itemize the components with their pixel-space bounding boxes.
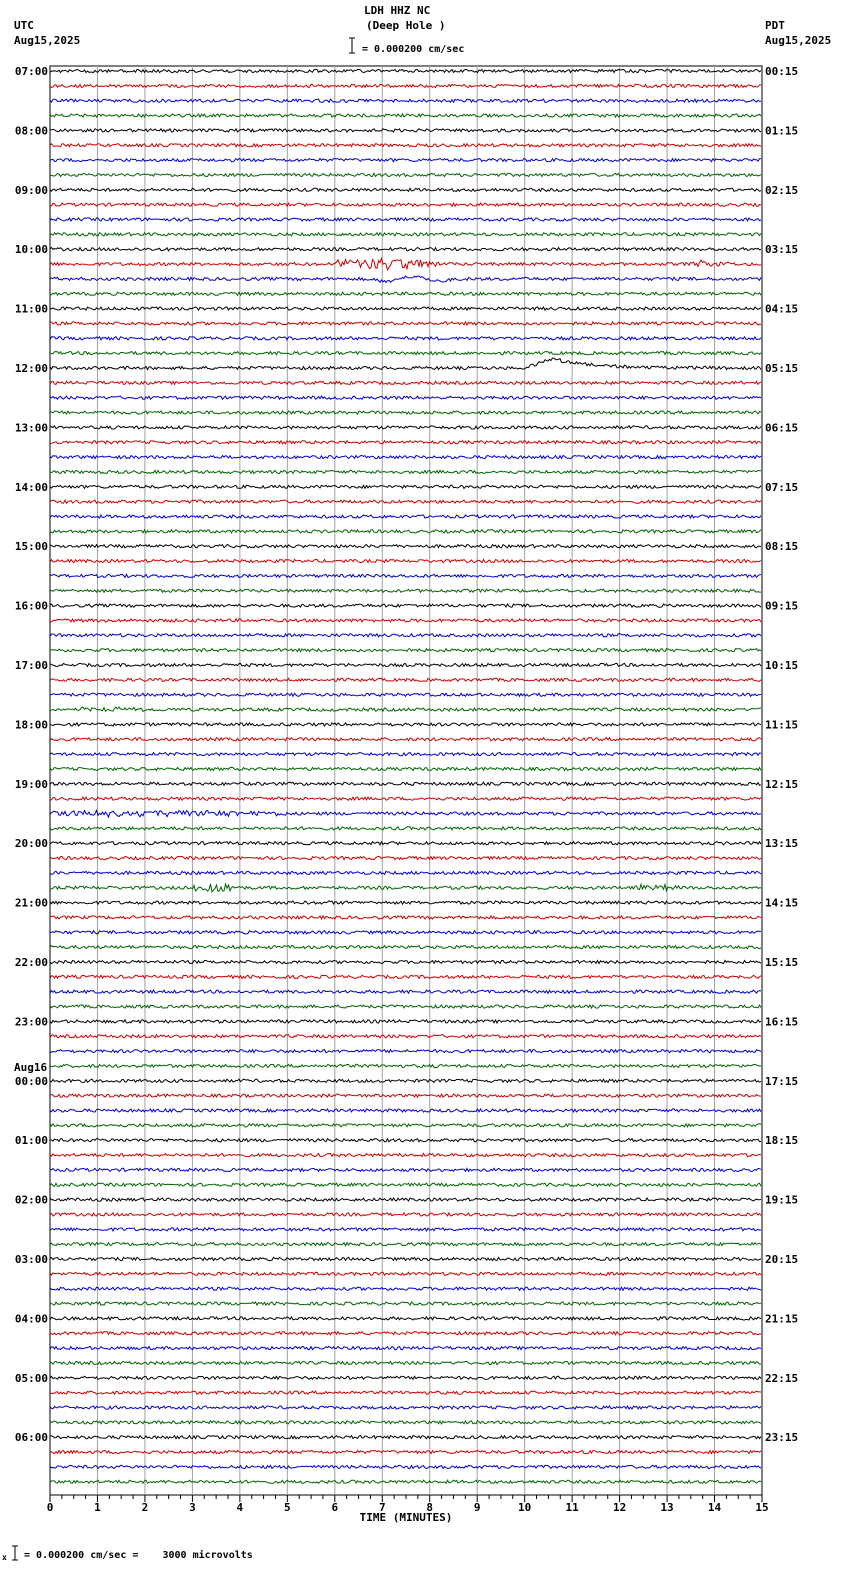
- trace-row: [50, 159, 761, 162]
- plot-frame: [50, 66, 762, 1495]
- x-tick-label: 4: [236, 1501, 244, 1514]
- trace-row: [50, 589, 761, 592]
- utc-hour-label: 01:00: [14, 1134, 48, 1148]
- utc-hour-label: 16:00: [14, 599, 48, 613]
- pdt-hour-label: 10:15: [765, 659, 799, 672]
- pdt-hour-label: 13:15: [765, 837, 799, 851]
- utc-hour-label: 11:00: [14, 302, 48, 316]
- station-title: LDH HHZ NC: [364, 4, 431, 17]
- utc-hour-label: 13:00: [14, 421, 48, 435]
- trace-row: [50, 248, 761, 251]
- trace-row: [50, 1436, 761, 1439]
- trace-row: [50, 871, 761, 874]
- trace-row: [50, 188, 761, 191]
- left-date: Aug15,2025: [14, 34, 81, 47]
- trace-row: [50, 1198, 761, 1201]
- trace-row: [50, 1272, 761, 1275]
- x-tick-label: 3: [189, 1501, 196, 1514]
- pdt-hour-label: 14:15: [765, 896, 799, 910]
- trace-row: [50, 173, 761, 176]
- pdt-hour-label: 12:15: [765, 777, 799, 791]
- utc-hour-label: 06:00: [14, 1431, 48, 1445]
- x-tick-label: 1: [94, 1501, 101, 1514]
- pdt-hour-label: 05:15: [765, 362, 799, 375]
- trace-row: [50, 69, 761, 72]
- trace-row: [50, 500, 761, 503]
- x-tick-label: 12: [612, 1501, 627, 1514]
- pdt-hour-label: 23:15: [765, 1431, 799, 1445]
- trace-row: [50, 545, 761, 548]
- trace-row: [50, 337, 761, 340]
- date-change-label: Aug16: [14, 1060, 48, 1074]
- trace-row: [50, 842, 761, 845]
- right-timezone: PDT: [765, 19, 785, 32]
- trace-row: [50, 322, 761, 325]
- trace-row: [50, 456, 761, 459]
- trace-row: [50, 203, 761, 206]
- trace-row: [50, 975, 761, 978]
- trace-row: [50, 810, 761, 817]
- trace-row: [50, 1465, 761, 1468]
- pdt-hour-label: 17:15: [765, 1074, 799, 1088]
- utc-hour-label: 10:00: [14, 243, 48, 257]
- trace-row: [50, 84, 761, 87]
- trace-row: [50, 574, 761, 577]
- utc-hour-label: 09:00: [14, 183, 48, 197]
- trace-row: [50, 1451, 761, 1454]
- trace-row: [50, 1406, 761, 1409]
- trace-row: [50, 663, 761, 666]
- trace-row: [50, 1347, 761, 1350]
- x-tick-label: 8: [426, 1501, 434, 1514]
- x-tick-label: 14: [707, 1501, 722, 1514]
- left-timezone: UTC: [14, 19, 34, 32]
- trace-row: [50, 857, 761, 860]
- trace-row: [50, 1124, 761, 1127]
- pdt-hour-label: 09:15: [765, 599, 799, 613]
- trace-row: [50, 990, 761, 993]
- trace-row: [50, 1168, 761, 1171]
- trace-row: [50, 381, 761, 384]
- trace-row: [50, 1139, 761, 1142]
- utc-hour-label: 21:00: [14, 896, 48, 910]
- utc-hour-label: 02:00: [14, 1193, 48, 1207]
- trace-row: [50, 916, 761, 919]
- pdt-hour-label: 16:15: [765, 1015, 799, 1029]
- trace-row: [50, 358, 761, 370]
- pdt-hour-label: 11:15: [765, 718, 799, 732]
- trace-row: [50, 1064, 761, 1067]
- trace-row: [50, 1243, 761, 1246]
- minute-grid: [50, 66, 762, 1495]
- utc-hour-label: 03:00: [14, 1253, 48, 1266]
- utc-hour-label: 08:00: [14, 124, 48, 138]
- trace-row: [50, 1376, 761, 1379]
- pdt-hour-label: 15:15: [765, 956, 799, 969]
- x-tick-label: 9: [473, 1501, 481, 1514]
- footer-scale-text: = 0.000200 cm/sec = 3000 microvolts: [24, 1550, 253, 1561]
- utc-hour-label: 07:00: [14, 65, 48, 78]
- pdt-hour-label: 00:15: [765, 65, 799, 78]
- trace-row: [50, 233, 761, 236]
- x-axis-label: TIME (MINUTES): [359, 1511, 453, 1524]
- utc-hour-label: 15:00: [14, 540, 48, 554]
- trace-row: [50, 782, 761, 785]
- trace-row: [50, 604, 761, 607]
- pdt-hour-label: 07:15: [765, 480, 799, 494]
- utc-hour-label: 05:00: [14, 1371, 48, 1385]
- x-tick-label: 15: [755, 1501, 769, 1514]
- x-tick-label: 2: [141, 1501, 149, 1514]
- x-tick-label: 6: [331, 1501, 339, 1514]
- utc-hour-label: 22:00: [14, 956, 48, 969]
- trace-row: [50, 1020, 761, 1023]
- trace-row: [50, 485, 761, 488]
- trace-row: [50, 530, 761, 533]
- x-tick-label: 7: [378, 1501, 386, 1514]
- trace-row: [50, 827, 761, 830]
- utc-hour-label: 12:00: [14, 362, 48, 375]
- trace-row: [50, 411, 761, 414]
- x-tick-label: 5: [284, 1501, 291, 1514]
- trace-row: [50, 99, 761, 102]
- trace-row: [50, 1005, 761, 1008]
- pdt-hour-label: 03:15: [765, 243, 799, 257]
- trace-row: [50, 1079, 761, 1082]
- trace-row: [50, 1287, 761, 1290]
- utc-hour-label: 18:00: [14, 718, 48, 732]
- trace-row: [50, 1391, 761, 1394]
- right-date: Aug15,2025: [765, 34, 832, 47]
- trace-row: [50, 1302, 761, 1305]
- trace-row: [50, 307, 761, 310]
- utc-hour-label: 17:00: [14, 659, 48, 672]
- pdt-hour-label: 04:15: [765, 302, 799, 316]
- x-tick-label: 0: [46, 1501, 54, 1514]
- trace-row: [50, 292, 761, 295]
- trace-row: [50, 1109, 761, 1112]
- x-tick-label: 11: [565, 1501, 579, 1514]
- trace-row: [50, 144, 761, 147]
- trace-row: [50, 1257, 761, 1260]
- trace-row: [50, 114, 761, 117]
- trace-rows: [50, 69, 761, 1483]
- trace-row: [50, 901, 761, 904]
- trace-row: [50, 1094, 761, 1097]
- time-axis: [47, 1495, 769, 1524]
- trace-row: [50, 1183, 761, 1186]
- pdt-hour-label: 22:15: [765, 1371, 799, 1385]
- trace-row: [50, 1154, 761, 1157]
- utc-hour-label: 04:00: [14, 1312, 48, 1326]
- trace-row: [50, 931, 761, 934]
- trace-row: [50, 1213, 761, 1216]
- trace-row: [50, 960, 761, 963]
- utc-hour-label: 23:00: [14, 1015, 48, 1029]
- scale-text: = 0.000200 cm/sec: [362, 44, 465, 55]
- trace-row: [50, 1480, 761, 1483]
- station-location: (Deep Hole ): [366, 19, 446, 32]
- trace-row: [50, 515, 761, 518]
- pdt-hour-label: 01:15: [765, 124, 799, 138]
- trace-row: [50, 767, 761, 770]
- trace-row: [50, 560, 761, 563]
- trace-row: [50, 396, 761, 399]
- trace-row: [50, 649, 761, 652]
- trace-row: [50, 1332, 761, 1335]
- utc-hour-label: 20:00: [14, 837, 48, 851]
- utc-hour-label: 14:00: [14, 480, 48, 494]
- trace-row: [50, 753, 761, 756]
- trace-row: [50, 258, 761, 270]
- trace-row: [50, 738, 761, 741]
- trace-row: [50, 707, 761, 711]
- trace-row: [50, 441, 761, 444]
- trace-row: [50, 426, 761, 429]
- trace-row: [50, 470, 761, 473]
- pdt-hour-label: 02:15: [765, 183, 799, 197]
- trace-row: [50, 1035, 761, 1038]
- trace-row: [50, 797, 761, 800]
- x-tick-label: 13: [660, 1501, 674, 1514]
- trace-row: [50, 218, 761, 221]
- trace-row: [50, 634, 761, 637]
- footer-scale-prefix: x: [2, 1553, 7, 1562]
- pdt-hour-label: 19:15: [765, 1193, 799, 1207]
- trace-row: [50, 1421, 761, 1424]
- trace-row: [50, 678, 761, 681]
- x-tick-label: 10: [518, 1501, 532, 1514]
- trace-row: [50, 1228, 761, 1231]
- trace-row: [50, 129, 761, 132]
- trace-row: [50, 276, 761, 283]
- pdt-hour-label: 18:15: [765, 1134, 799, 1148]
- utc-hour-label: 00:00: [14, 1074, 48, 1088]
- trace-row: [50, 1317, 761, 1320]
- pdt-hour-label: 21:15: [765, 1312, 799, 1326]
- trace-row: [50, 723, 761, 726]
- trace-row: [50, 1050, 761, 1053]
- trace-row: [50, 693, 761, 696]
- pdt-hour-label: 20:15: [765, 1253, 799, 1266]
- trace-row: [50, 946, 761, 949]
- pdt-hour-label: 08:15: [765, 540, 799, 554]
- pdt-hour-label: 06:15: [765, 421, 799, 435]
- trace-row: [50, 352, 761, 355]
- trace-row: [50, 1361, 761, 1364]
- trace-row: [50, 884, 761, 892]
- trace-row: [50, 619, 761, 622]
- utc-hour-label: 19:00: [14, 777, 48, 791]
